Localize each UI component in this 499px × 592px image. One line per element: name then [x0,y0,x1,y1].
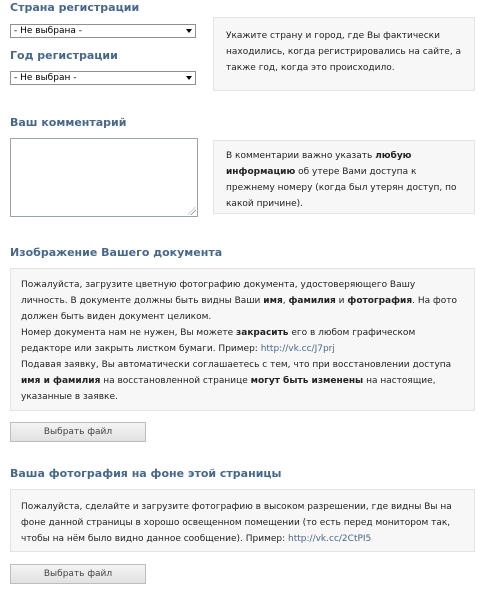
chevron-down-icon [186,29,192,33]
document-p1-b2: фамилия [288,296,336,306]
photo-example-link[interactable]: http://vk.cc/2CtPI5 [288,534,372,544]
year-select-value: - Не выбран - [14,73,77,83]
year-label: Год регистрации [10,49,118,62]
document-choose-file-button[interactable]: Выбрать файл [10,422,146,442]
comment-hint-bold: любую информацию [226,151,412,177]
document-p3-b2: могут быть изменены [250,376,364,386]
comment-textarea[interactable] [10,138,198,217]
comment-hint [213,140,475,214]
photo-hint [10,489,475,552]
document-p1-b1: имя [263,296,283,306]
document-p1-d: и [335,296,348,306]
document-p3-c: на восстановленной странице [100,376,251,386]
country-label: Страна регистрации [10,1,140,14]
photo-choose-file-button[interactable]: Выбрать файл [10,564,146,584]
document-p3-d: на настоящие, указанные в заявке. [21,376,436,402]
document-p3-b1: имя и фамилия [21,376,101,386]
year-select[interactable] [10,71,196,85]
document-hint [10,268,475,411]
resize-handle-icon[interactable] [188,207,196,215]
document-p1-a: Пожалуйста, загрузите цветную фотографию документа, удостоверяющего Вашу личность. В документе должны быть видны Ваши [21,280,416,306]
document-p2-a: Номер документа нам не нужен, Вы можете [21,328,237,338]
registration-hint-text: Укажите страну и город, где Вы фактически находились, когда регистрировались на сайте, а также год, когда это происходило. [226,31,462,73]
document-paragraph-2 [21,325,464,357]
document-p1-c: , [282,296,289,306]
comment-hint-after: об утере Вами доступа к прежнему номеру (когда был утерян доступ, по какой причине). [226,167,457,209]
country-select-value: - Не выбрана - [14,26,82,36]
document-label: Изображение Вашего документа [10,246,223,259]
photo-hint-text [21,499,464,547]
document-example-link[interactable]: http://vk.cc/J7prj [260,344,335,354]
comment-hint-text [226,148,464,212]
photo-label: Ваша фотография на фоне этой страницы [10,467,282,480]
document-p1-b3: фотография [347,296,413,306]
document-p3-a: Подавая заявку, Вы автоматически соглашаетесь с тем, что при восстановлении доступа [21,360,452,370]
chevron-down-icon [186,76,192,80]
comment-label: Ваш комментарий [10,116,127,129]
photo-hint-body: Пожалуйста, сделайте и загрузите фотографию в высоком разрешении, где видны Вы на фоне данной страницы в хорошо освещенном помещении (то есть перед монитором так, чтобы на нём было видно данное сообщение). Пример: [21,502,452,544]
country-select[interactable] [10,24,196,38]
document-p2-c: его в любом графическом редакторе или закрыть листком бумаги. Пример: [21,328,416,354]
document-paragraph-3 [21,357,464,405]
document-p1-e: . На фото должен быть виден документ целиком. [21,296,457,322]
comment-hint-before: В комментарии важно указать [226,151,376,161]
document-paragraph-1 [21,277,464,325]
registration-hint [213,17,475,91]
document-p2-b: закрасить [236,328,289,338]
